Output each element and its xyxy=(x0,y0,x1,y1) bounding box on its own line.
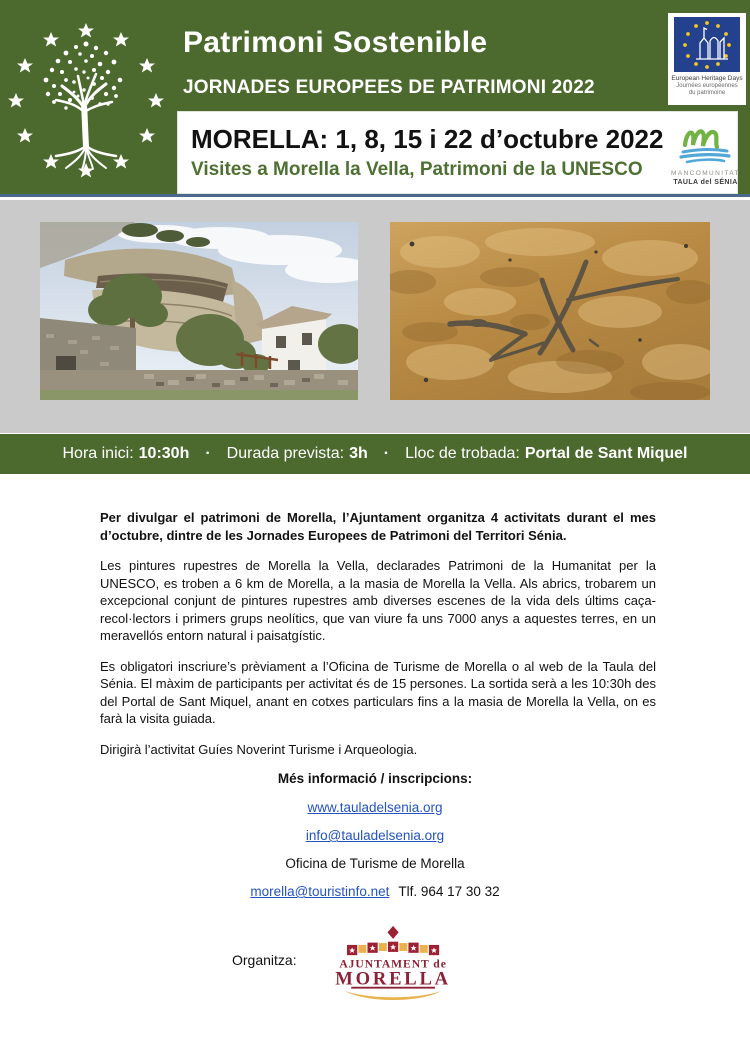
ehd-text-line3: du patrimoine xyxy=(688,90,726,96)
organizer-row xyxy=(232,924,465,1004)
contact-heading: Més informació / inscripcions: xyxy=(277,771,473,786)
tree-trunk-icon xyxy=(56,74,116,170)
manco-waves-icon xyxy=(681,149,729,161)
duration-value: 3h xyxy=(349,445,368,462)
body-text xyxy=(100,509,656,758)
ehd-blue-square-icon xyxy=(674,17,740,72)
paragraph-description: Les pintures rupestres de Morella la Vella, declarades Patrimoni de la Humanitat per la UNESCO, es troben a 6 km de Morella, a la masia de Morella la Vella. Als abrics, trobarem un excepcional conjunt de pintures rupestres amb diverses escenes de la vida dels últims caça-recol·lectors i primers grups neolítics, que van viure fa uns 7000 anys a aquestes terres, en un meravellós entorn natural i paisatgístic. xyxy=(100,558,656,643)
ehd-text-line1: European Heritage Days xyxy=(671,75,743,82)
paragraph-intro: Per divulgar el patrimoni de Morella, l’Ajuntament organitza 4 activitats durant el mes d’octubre, dintre de les Jornades Europees de Patrimoni del Territori Sénia. xyxy=(100,510,656,543)
manco-text-line1: MANCOMUNITAT xyxy=(671,169,740,177)
organizer-label: Organitza: xyxy=(232,952,297,968)
crown-squares-icon xyxy=(347,942,439,955)
diamond-icon xyxy=(387,926,398,939)
header-banner xyxy=(0,0,750,197)
mancomunitat-m-waves-icon xyxy=(669,119,741,165)
separator-dot: · xyxy=(205,445,211,462)
ajuntament-text: AJUNTAMENT de xyxy=(338,957,447,971)
swoosh-icon xyxy=(344,991,441,1000)
email-link[interactable]: info@tauladelsenia.org xyxy=(305,828,445,843)
start-time-value: 10:30h xyxy=(138,445,190,462)
tourism-office-label: Oficina de Turisme de Morella xyxy=(285,856,465,871)
paragraph-registration: Es obligatori inscriure’s prèviament a l’Oficina de Turisme de Morella o al web de la Taula del Sénia. El màxim de participants per activitat és de 15 persones. La sortida serà a les 10:30h des del Portal de Sant Miquel, anant en cotxes particulars fins a la masia de Morella la Vella, on es farà la visita guiada. xyxy=(100,658,656,726)
website-link[interactable]: www.tauladelsenia.org xyxy=(307,800,443,815)
start-time-label: Hora inici: xyxy=(62,445,134,462)
ehd-text-line2: Journées européennes xyxy=(676,83,738,89)
paragraph-guide: Dirigirà l’activitat Guíes Noverint Turisme i Arqueologia. xyxy=(100,741,418,757)
duration-label: Durada prevista: xyxy=(226,445,345,462)
meeting-point-value: Portal de Sant Miquel xyxy=(524,445,688,462)
european-heritage-days-logo xyxy=(668,13,746,105)
office-email-link[interactable]: morella@touristinfo.net xyxy=(250,884,390,899)
event-box xyxy=(177,111,738,194)
meeting-point-label: Lloc de trobada: xyxy=(405,445,520,462)
ehd-monument-icon xyxy=(696,28,728,59)
ajuntament-de-morella-logo xyxy=(323,924,465,1004)
manco-m-icon xyxy=(685,131,717,147)
separator-dot: · xyxy=(383,445,390,462)
photo-cave-painting xyxy=(390,222,710,400)
event-description: Visites a Morella la Vella, Patrimoni de la UNESCO xyxy=(191,159,643,180)
poster-title: Patrimoni Sostenible xyxy=(183,26,488,59)
event-info-bar xyxy=(0,434,750,474)
manco-text-line2: TAULA del SÉNIA xyxy=(673,178,738,186)
photo-band xyxy=(0,200,750,433)
mancomunitat-taula-senia-logo xyxy=(663,119,747,187)
morella-text: MORELLA xyxy=(334,968,451,990)
contact-block xyxy=(0,771,750,912)
poster-subtitle: JORNADES EUROPEES DE PATRIMONI 2022 xyxy=(183,77,595,98)
event-dates: MORELLA: 1, 8, 15 i 22 d’octubre 2022 xyxy=(191,124,664,154)
photo-masia-morella-la-vella xyxy=(40,222,358,400)
phone-number: Tlf. 964 17 30 32 xyxy=(398,884,500,899)
territori-senia-tree-icon xyxy=(8,6,164,192)
